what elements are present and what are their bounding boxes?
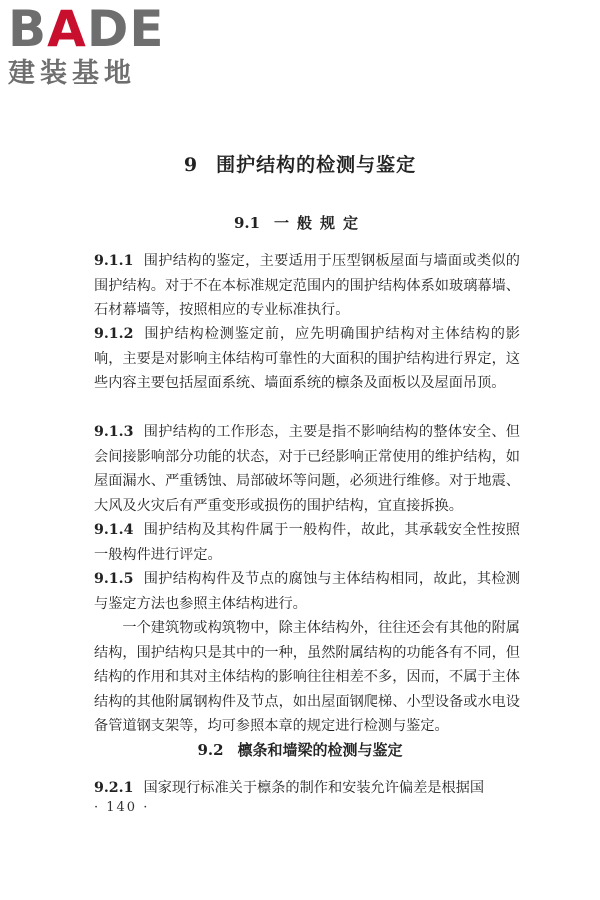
clause-number: 9.1.3 xyxy=(94,424,134,440)
page-number: · 140 · xyxy=(94,800,150,815)
logo-wordmark xyxy=(8,0,178,58)
clause-text: 国家现行标准关于檩条的制作和安装允许偏差是根据国 xyxy=(143,780,485,796)
clause-9-1-1 xyxy=(94,249,520,323)
clause-text: 围护结构构件及节点的腐蚀与主体结构相同，故此，其检测与鉴定方法也参照主体结构进行。 xyxy=(94,571,520,612)
section-number: 9.1 xyxy=(233,214,261,232)
clause-9-1-2 xyxy=(94,322,520,396)
chapter-number: 9 xyxy=(183,154,199,176)
bade-logo xyxy=(8,0,178,96)
section-heading-9-2 xyxy=(0,739,600,760)
clause-9-2-1 xyxy=(94,776,520,801)
logo-subtitle: 建装基地 xyxy=(8,58,136,89)
clause-text: 围护结构检测鉴定前，应先明确围护结构对主体结构的影响，主要是对影响主体结构可靠性的大面积的围护结构进行界定，这些内容主要包括屋面系统、墙面系统的檩条及面板以及屋面吊顶。 xyxy=(94,326,520,391)
section-number: 9.2 xyxy=(197,741,224,759)
clause-number: 9.1.4 xyxy=(94,522,134,538)
section-heading-9-1 xyxy=(0,212,600,233)
clause-9-1-5 xyxy=(94,567,520,616)
clause-number: 9.1.5 xyxy=(94,571,134,587)
general-paragraph: 一个建筑物或构筑物中，除主体结构外，往往还会有其他的附属结构，围护结构只是其中的一种，虽然附属结构的功能各有不同，但结构的作用和其对主体结构的影响往往相差不多，因而，不属于主体结构的其他附属钢构件及节点，如出屋面钢爬梯、小型设备或水电设备管道钢支架等，均可参照本章的规定进行检测与鉴定。 xyxy=(94,620,520,734)
chapter-title-text: 围护结构的检测与鉴定 xyxy=(216,154,417,176)
logo-letters-de: DE xyxy=(86,0,165,58)
logo-letter-b: B xyxy=(8,0,48,58)
chapter-title xyxy=(0,150,600,177)
section-title-text: 一般规定 xyxy=(274,214,367,232)
clause-text: 围护结构的鉴定，主要适用于压型钢板屋面与墙面或类似的围护结构。对于不在本标准规定范围内的围护结构体系如玻璃幕墙、石材幕墙等，按照相应的专业标准执行。 xyxy=(94,253,520,318)
clause-text: 围护结构的工作形态，主要是指不影响结构的整体安全、但会间接影响部分功能的状态，对于已经影响正常使用的维护结构，如屋面漏水、严重锈蚀、局部破坏等问题，必须进行维修。对于地震、大风及火灾后有严重变形或损伤的围护结构，宜直接拆换。 xyxy=(94,424,520,514)
clause-number: 9.1.2 xyxy=(94,326,134,342)
clause-9-1-3 xyxy=(94,420,520,518)
clause-9-1-4 xyxy=(94,518,520,567)
logo-letter-a: A xyxy=(47,0,87,58)
clause-number: 9.2.1 xyxy=(94,780,134,796)
clause-number: 9.1.1 xyxy=(94,253,134,269)
clause-text: 围护结构及其构件属于一般构件，故此，其承载安全性按照一般构件进行评定。 xyxy=(94,522,520,563)
section-title-text: 檩条和墙梁的检测与鉴定 xyxy=(237,741,403,759)
